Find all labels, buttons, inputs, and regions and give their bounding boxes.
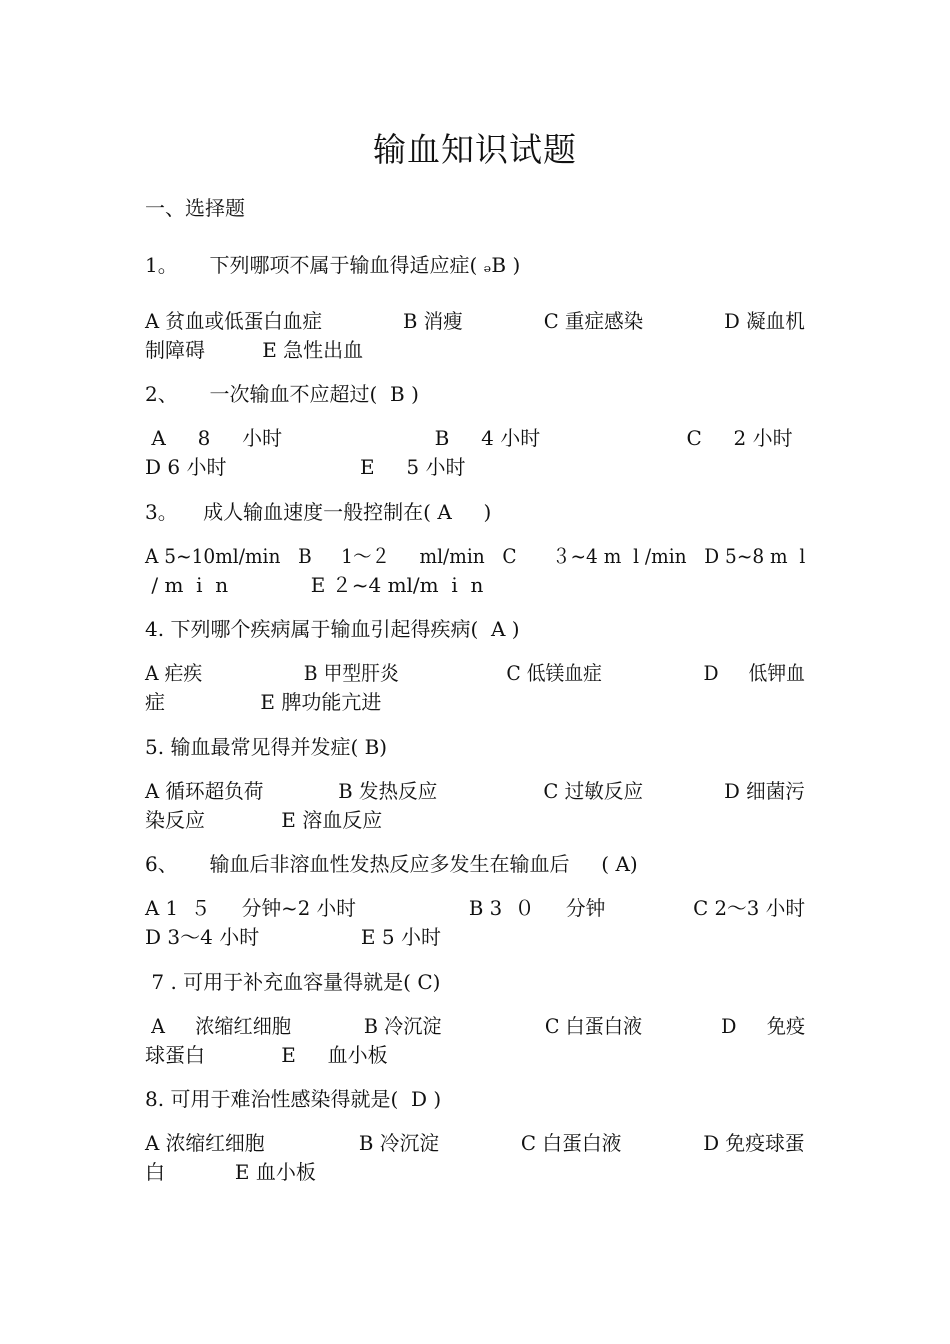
question-8: 8. 可用于难治性感染得就是( D )	[145, 1087, 442, 1111]
question-4-options: A 疟疾 B 甲型肝炎 C 低镁血症 D 低钾血	[145, 661, 805, 685]
question-2-options-cont: D 6 小时 E 5 小时	[145, 455, 466, 479]
question-1: 1。 下列哪项不属于输血得适应症( ₔB )	[145, 253, 521, 277]
question-6-options-cont: D 3～4 小时 E 5 小时	[145, 925, 441, 949]
page-title: 输血知识试题	[373, 130, 577, 169]
question-5-options: A 循环超负荷 B 发热反应 C 过敏反应 D 细菌污	[145, 779, 805, 803]
question-7: 7 . 可用于补充血容量得就是( C)	[145, 970, 441, 994]
section-heading: 一、选择题	[145, 196, 245, 220]
question-7-options: A 浓缩红细胞 B 冷沉淀 C 白蛋白液 D 免疫	[145, 1014, 806, 1038]
question-2-options: A 8 小时 B 4 小时 C 2 小时	[145, 426, 793, 450]
question-5: 5. 输血最常见得并发症( B)	[145, 735, 388, 759]
question-4: 4. 下列哪个疾病属于输血引起得疾病( A )	[145, 617, 520, 641]
question-6: 6、 输血后非溶血性发热反应多发生在输血后 ( A)	[145, 852, 638, 876]
question-8-options: A 浓缩红细胞 B 冷沉淀 C 白蛋白液 D 免疫球蛋	[145, 1131, 805, 1155]
question-8-options-cont: 白 E 血小板	[145, 1160, 316, 1184]
question-7-options-cont: 球蛋白 E 血小板	[145, 1043, 388, 1067]
question-2: 2、 一次输血不应超过( B )	[145, 382, 419, 406]
question-3-options-cont: / m i n E ２~4 ml/m i n	[145, 573, 484, 597]
question-1-options: A 贫血或低蛋白血症 B 消瘦 C 重症感染 D 凝血机	[145, 309, 805, 333]
question-3-options: A 5~10ml/min B 1～２ ml/min C ３~4 m l /min D 5~8 m l	[145, 544, 806, 568]
question-6-options: A 1 ５ 分钟~2 小时 B 3 ０ 分钟 C 2～3 小时	[145, 896, 806, 920]
question-5-options-cont: 染反应 E 溶血反应	[145, 808, 383, 832]
question-4-options-cont: 症 E 脾功能亢进	[145, 690, 382, 714]
question-3: 3。 成人输血速度一般控制在( A )	[145, 500, 492, 524]
question-1-options-cont: 制障碍 E 急性出血	[145, 338, 364, 362]
